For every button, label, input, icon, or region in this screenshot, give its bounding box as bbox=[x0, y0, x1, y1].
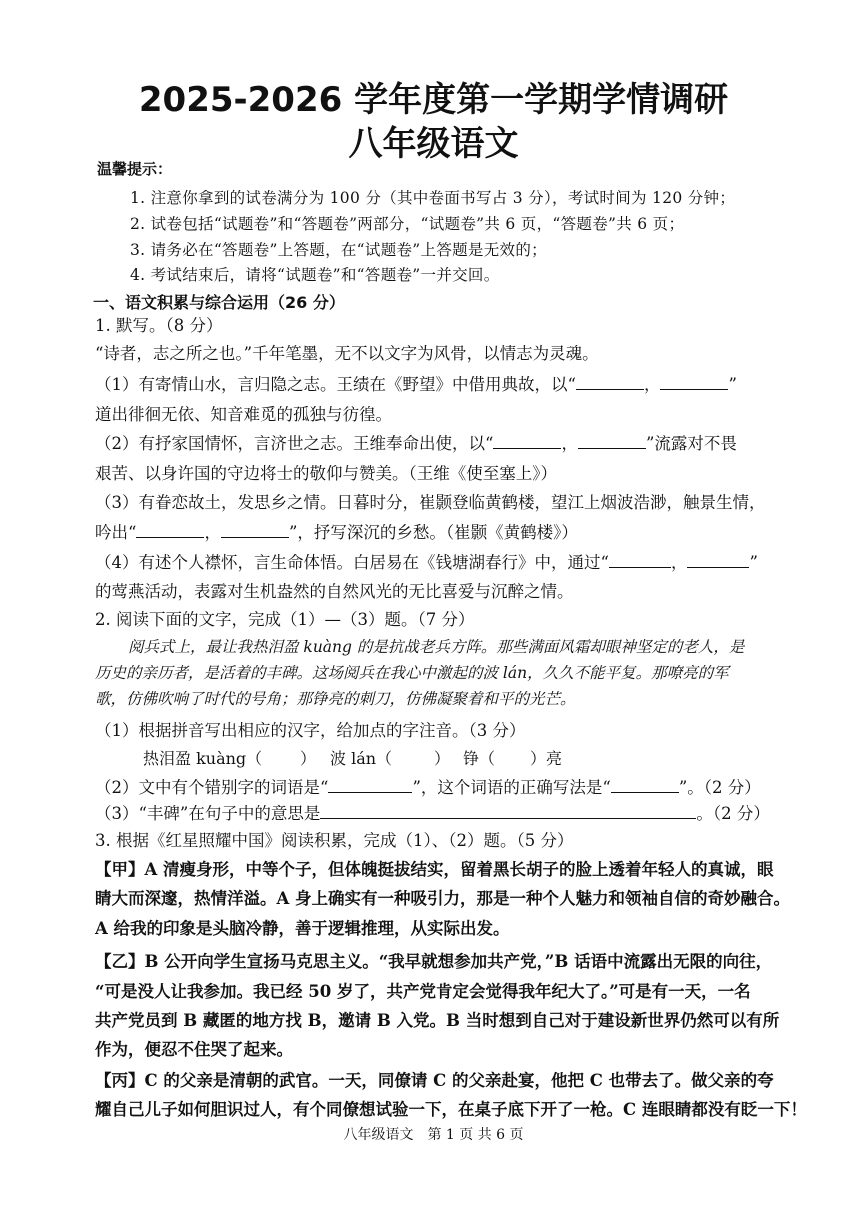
q2-passage-line: 阅兵式上，最让我热泪盈 kuàng 的是抗战老兵方阵。那些满面风霜却眼神坚定的老人，是 bbox=[128, 638, 745, 656]
q1-part4-line2: 的莺燕活动，表露对生机盎然的自然风光的无比喜爱与沉醉之情。 bbox=[95, 582, 574, 601]
answer-blank bbox=[660, 373, 728, 390]
tips-label: 温馨提示： bbox=[97, 160, 173, 178]
q1-part3-line2: 吟出“ ， ”，抒写深沉的乡愁。（崔颢《黄鹤楼》） bbox=[95, 523, 578, 542]
q2-sub2-text: （2）文中有个错别字的词语是“ bbox=[95, 778, 329, 797]
q1-part3-text-end: ”，抒写深沉的乡愁。（崔颢《黄鹤楼》） bbox=[288, 523, 578, 542]
q2-sub1-item: 波 lán（ bbox=[330, 749, 393, 768]
answer-blank bbox=[136, 521, 204, 538]
q2-sub1-item: 铮（ bbox=[463, 749, 496, 768]
q1-part4-line1: （4）有述个人襟怀，言生命体悟。白居易在《钱塘湖春行》中，通过“ ， ” bbox=[95, 553, 758, 572]
tip-item: 1. 注意你拿到的试卷满分为 100 分（其中卷面书写占 3 分），考试时间为 120 分钟； bbox=[130, 189, 736, 207]
exam-subtitle: 八年级语文 bbox=[348, 124, 519, 164]
q3-yi-line: 作为，便忍不住哭了起来。 bbox=[95, 1040, 293, 1059]
q2-sub2-text: ”。（2 分） bbox=[678, 778, 761, 797]
q1-part1-line2: 道出徘徊无依、知音难觅的孤独与彷徨。 bbox=[95, 405, 392, 424]
q2-sub1-item: 热泪盈 kuàng（ bbox=[143, 749, 263, 768]
q2-passage-line: 歌，仿佛吹响了时代的号角；那铮亮的刺刀，仿佛凝聚着和平的光芒。 bbox=[95, 690, 576, 708]
q1-part4-text: （4）有述个人襟怀，言生命体悟。白居易在《钱塘湖春行》中，通过“ bbox=[95, 553, 609, 572]
q2-sub1: （1）根据拼音写出相应的汉字，给加点的字注音。（3 分） bbox=[95, 721, 526, 740]
q2-sub1-item: ） bbox=[300, 749, 317, 768]
q1-part2-line1: （2）有抒家国情怀，言济世之志。王维奉命出使，以“ ， ”流露对不畏 bbox=[95, 434, 737, 453]
exam-title: 2025-2026 学年度第一学期学情调研 bbox=[138, 80, 729, 120]
q1-part2-line2: 艰苦、以身许国的守边将士的敬仰与赞美。（王维《使至塞上》） bbox=[95, 464, 557, 483]
q1-part3-text: 吟出“ bbox=[95, 523, 137, 542]
q3-yi-line: “可是没人让我参加。我已经 50 岁了，共产党肯定会觉得我年纪大了。”可是有一天，一名 bbox=[95, 982, 751, 1001]
q3-bing-line: 【丙】C 的父亲是清朝的武官。一天，同僚请 C 的父亲赴宴，他把 C 也带去了。做父亲的夸 bbox=[95, 1071, 774, 1090]
q3-jia-line: A 给我的印象是头脑冷静，善于逻辑推理，从实际出发。 bbox=[95, 919, 510, 938]
q2-sub2-text: ”，这个词语的正确写法是“ bbox=[412, 778, 611, 797]
q2-sub1-item: ）亮 bbox=[530, 749, 563, 768]
q2-sub3 bbox=[95, 802, 780, 826]
q1-intro: “诗者，志之所之也。”千年笔墨，无不以文字为风骨，以情志为灵魂。 bbox=[95, 344, 599, 363]
q3-yi-line: 【乙】B 公开向学生宣扬马克思主义。“我早就想参加共产党，”B 话语中流露出无限的向往， bbox=[95, 952, 773, 971]
q2-sub3-text: （3）“丰碑”在句子中的意思是 bbox=[95, 804, 321, 823]
q3-yi-line: 共产党员到 B 藏匿的地方找 B，邀请 B 入党。B 当时想到自己对于建设新世界仍然可以有所 bbox=[95, 1011, 780, 1030]
q3-title: 3. 根据《红星照耀中国》阅读积累，完成（1）、（2）题。（5 分） bbox=[95, 831, 574, 850]
answer-blank bbox=[493, 432, 561, 449]
answer-blank bbox=[328, 776, 412, 793]
answer-blank bbox=[578, 432, 646, 449]
q2-sub1-item: ） bbox=[434, 749, 451, 768]
answer-blank bbox=[687, 551, 749, 568]
q3-bing-line: 耀自己儿子如何胆识过人，有个同僚想试验一下，在桌子底下开了一枪。C 连眼睛都没有眨一下！ bbox=[95, 1100, 807, 1119]
tip-item: 2. 试卷包括“试题卷”和“答题卷”两部分，“试题卷”共 6 页，“答题卷”共 6 页； bbox=[130, 215, 685, 233]
answer-blank bbox=[576, 373, 644, 390]
answer-blank bbox=[320, 802, 696, 819]
q1-title: 1. 默写。（8 分） bbox=[95, 316, 223, 335]
q2-sub2 bbox=[95, 776, 780, 800]
tip-item: 4. 考试结束后，请将“试题卷”和“答题卷”一并交回。 bbox=[130, 266, 500, 284]
tip-item: 3. 请务必在“答题卷”上答题，在“试题卷”上答题是无效的； bbox=[130, 241, 547, 259]
q1-part1-line1: （1）有寄情山水，言归隐之志。王绩在《野望》中借用典故，以“ ， ” bbox=[95, 375, 737, 394]
q2-passage-line: 历史的亲历者，是活着的丰碑。这场阅兵在我心中激起的波 lán，久久不能平复。那嘹亮的军 bbox=[95, 664, 729, 682]
q3-jia-line: 睛大而深邃，热情洋溢。A 身上确实有一种吸引力，那是一种个人魅力和领袖自信的奇妙融合。 bbox=[95, 889, 791, 908]
answer-blank bbox=[221, 521, 289, 538]
q2-sub3-text: 。（2 分） bbox=[696, 804, 770, 823]
q1-part3-line1: （3）有眷恋故土，发思乡之情。日暮时分，崔颢登临黄鹤楼，望江上烟波浩渺，触景生情， bbox=[95, 493, 766, 512]
q1-part2-text: （2）有抒家国情怀，言济世之志。王维奉命出使，以“ bbox=[95, 434, 494, 453]
q1-part1-text: （1）有寄情山水，言归隐之志。王绩在《野望》中借用典故，以“ bbox=[95, 375, 576, 394]
page-footer: 八年级语文 第 1 页 共 6 页 bbox=[343, 1127, 524, 1143]
q1-part2-text-end: ”流露对不畏 bbox=[645, 434, 737, 453]
q3-jia-line: 【甲】A 清瘦身形，中等个子，但体魄挺拔结实，留着黑长胡子的脸上透着年轻人的真诚，眼 bbox=[95, 860, 774, 879]
answer-blank bbox=[611, 776, 679, 793]
section-heading: 一、语文积累与综合运用（26 分） bbox=[93, 293, 345, 312]
answer-blank bbox=[609, 551, 671, 568]
q2-title: 2. 阅读下面的文字，完成（1）—（3）题。（7 分） bbox=[95, 610, 475, 629]
